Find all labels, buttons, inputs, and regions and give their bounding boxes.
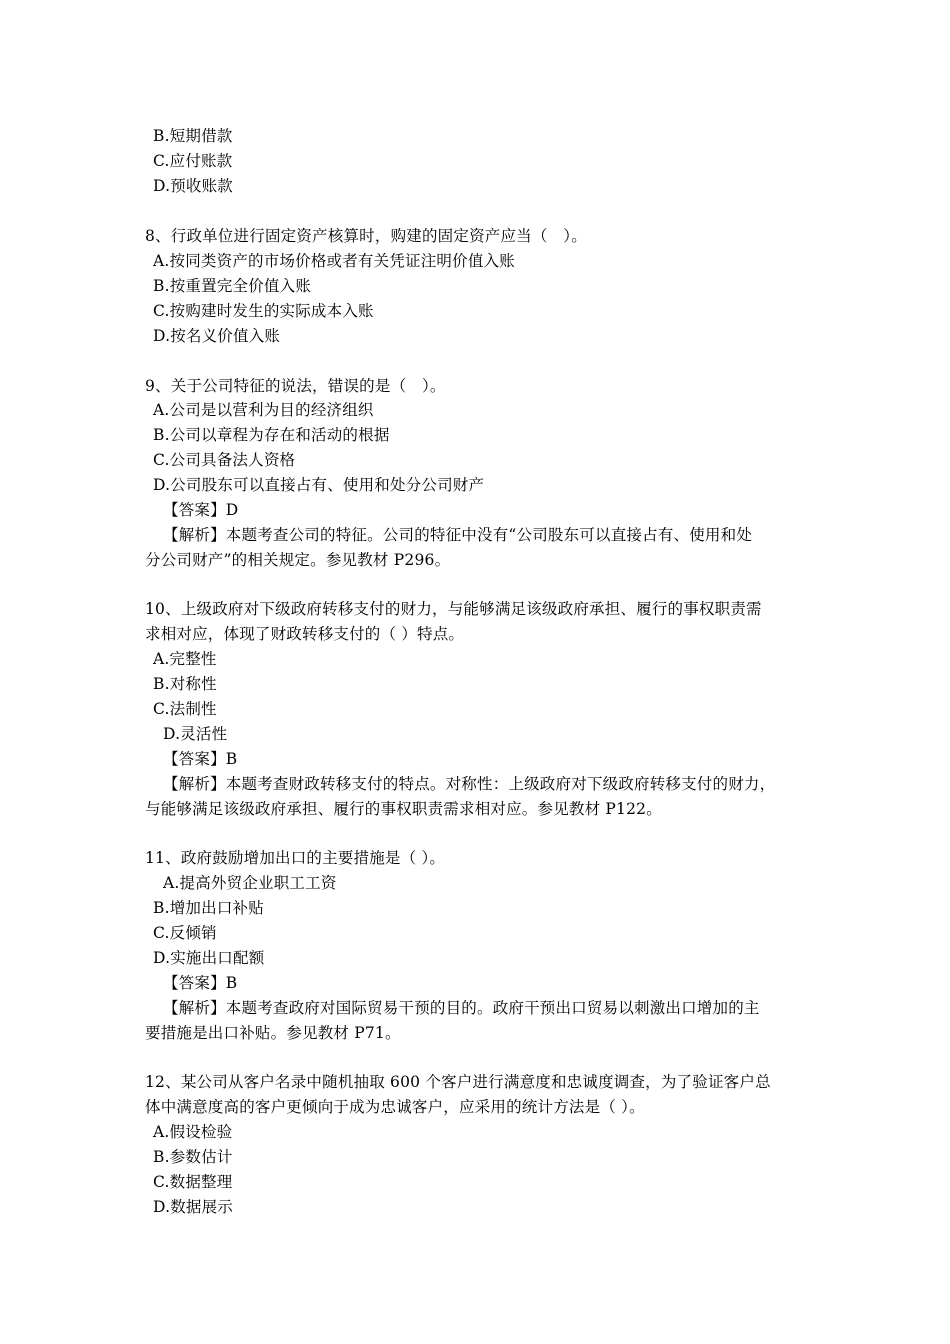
q10-option-c: C.法制性 — [153, 700, 217, 718]
q12-option-b: B.参数估计 — [153, 1148, 233, 1166]
q12-option-c: C.数据整理 — [153, 1173, 233, 1191]
q9-option-d: D.公司股东可以直接占有、使用和处分公司财产 — [153, 476, 485, 494]
q8-question: 8、行政单位进行固定资产核算时，购建的固定资产应当（ ）。 — [145, 227, 587, 245]
q9-option-b: B.公司以章程为存在和活动的根据 — [153, 426, 390, 444]
q9-question: 9、关于公司特征的说法，错误的是（ ）。 — [145, 377, 446, 395]
q12-option-a: A.假设检验 — [153, 1123, 233, 1141]
q12-question-line-1: 12、某公司从客户名录中随机抽取 600 个客户进行满意度和忠诚度调查，为了验证客户总 — [145, 1073, 771, 1091]
q8-option-d: D.按名义价值入账 — [153, 327, 281, 345]
q9-analysis-line-2: 分公司财产”的相关规定。参见教材 P296。 — [145, 551, 451, 569]
q9-option-a: A.公司是以营利为目的经济组织 — [153, 401, 374, 419]
q11-analysis-line-2: 要措施是出口补贴。参见教材 P71。 — [145, 1024, 401, 1042]
q8-option-c: C.按购建时发生的实际成本入账 — [153, 302, 374, 320]
q10-option-a: A.完整性 — [153, 650, 217, 668]
q10-question-line-2: 求相对应，体现了财政转移支付的（ ）特点。 — [145, 625, 465, 643]
q12-question-line-2: 体中满意度高的客户更倾向于成为忠诚客户，应采用的统计方法是（ ）。 — [145, 1098, 645, 1116]
q11-option-b: B.增加出口补贴 — [153, 899, 264, 917]
q7-option-c: C.应付账款 — [153, 152, 233, 170]
q8-option-a: A.按同类资产的市场价格或者有关凭证注明价值入账 — [153, 252, 515, 270]
q10-option-b: B.对称性 — [153, 675, 217, 693]
q10-question-line-1: 10、上级政府对下级政府转移支付的财力，与能够满足该级政府承担、履行的事权职责需 — [145, 600, 762, 618]
q10-answer: 【答案】B — [163, 750, 238, 768]
q7-option-d: D.预收账款 — [153, 177, 234, 195]
q11-analysis-line-1: 【解析】本题考查政府对国际贸易干预的目的。政府干预出口贸易以刺激出口增加的主 — [163, 999, 760, 1017]
q11-option-d: D.实施出口配额 — [153, 949, 265, 967]
q11-answer: 【答案】B — [163, 974, 238, 992]
q11-option-c: C.反倾销 — [153, 924, 217, 942]
q10-analysis-line-1: 【解析】本题考查财政转移支付的特点。对称性：上级政府对下级政府转移支付的财力， — [163, 775, 776, 793]
q10-analysis-line-2: 与能够满足该级政府承担、履行的事权职责需求相对应。参见教材 P122。 — [145, 800, 662, 818]
q10-option-d: D.灵活性 — [163, 725, 228, 743]
q9-answer: 【答案】D — [163, 501, 239, 519]
q9-analysis-line-1: 【解析】本题考查公司的特征。公司的特征中没有“公司股东可以直接占有、使用和处 — [163, 526, 753, 544]
q11-question: 11、政府鼓励增加出口的主要措施是（ ）。 — [145, 849, 446, 867]
q7-option-b: B.短期借款 — [153, 127, 233, 145]
q9-option-c: C.公司具备法人资格 — [153, 451, 296, 469]
q12-option-d: D.数据展示 — [153, 1198, 234, 1216]
q8-option-b: B.按重置完全价值入账 — [153, 277, 312, 295]
q11-option-a: A.提高外贸企业职工工资 — [163, 874, 337, 892]
